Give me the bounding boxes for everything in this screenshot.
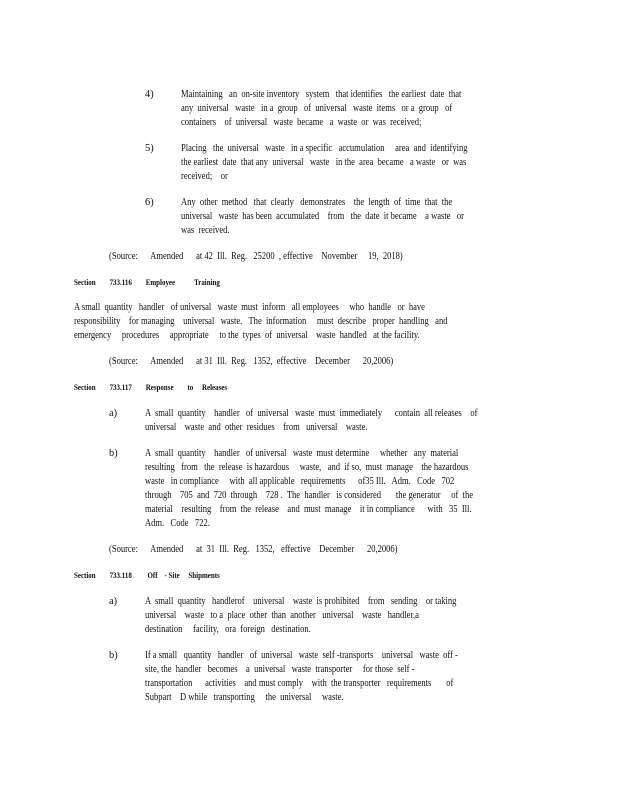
- list-item-line: containers of universal waste became a waste or was received;: [181, 117, 422, 128]
- list-item-line: was received.: [181, 225, 230, 236]
- list-item-line: waste in compliance with all applicable requirements of35 Ill. Adm. Code 702: [145, 476, 455, 487]
- list-item-line: Maintaining an on-site inventory system that identifies the earliest date that: [181, 89, 462, 100]
- source-note: (Source: Amended at 42 Ill. Reg. 25200 , effective November 19, 2018): [109, 251, 403, 262]
- list-letter: a): [109, 408, 118, 419]
- list-item-line: Placing the universal waste in a specific accumulation area and identifying: [181, 143, 468, 154]
- source-note: (Source: Amended at 31 Ill. Reg. 1352, effective December 20,2006): [109, 544, 398, 555]
- list-item-line: Any other method that clearly demonstrates the length of time that the: [181, 197, 453, 208]
- list-letter: a): [109, 596, 118, 607]
- source-note: (Source: Amended at 31 Ill. Reg. 1352, effective December 20,2006): [109, 356, 394, 367]
- list-letter: b): [109, 448, 118, 459]
- paragraph-line: responsibility for managing universal waste. The information must describe proper handling and: [74, 316, 448, 327]
- list-number: 6): [145, 197, 154, 208]
- section-heading: Section 733.118 Off - Site Shipments: [74, 571, 220, 580]
- list-item-line: If a small quantity handler of universal waste self -transports universal waste off -: [145, 650, 458, 661]
- list-item-line: universal waste to a place other than another universal waste handler,a: [145, 610, 419, 621]
- list-item-line: site, the handler becomes a universal waste transporter for those self -: [145, 664, 415, 675]
- paragraph-line: emergency procedures appropriate to the types of universal waste handled at the facility.: [74, 330, 420, 341]
- list-item-line: A small quantity handlerof universal waste is prohibited from sending or taking: [145, 596, 457, 607]
- list-item-line: universal waste has been accumulated from the date it became a waste or: [181, 211, 464, 222]
- list-item-line: through 705 and 720 through 728 . The handler is considered the generator of the: [145, 490, 474, 501]
- list-item-line: A small quantity handler of universal waste must determine whether any material: [145, 448, 459, 459]
- list-letter: b): [109, 650, 118, 661]
- list-number: 4): [145, 89, 154, 100]
- list-item-line: received; or: [181, 171, 228, 182]
- paragraph-line: A small quantity handler of universal waste must inform all employees who handle or have: [74, 302, 425, 313]
- list-item-line: the earliest date that any universal waste in the area became a waste or was: [181, 157, 467, 168]
- list-item-line: any universal waste in a group of universal waste items or a group of: [181, 103, 453, 114]
- list-item-line: transportation activities and must comply with the transporter requirements of: [145, 678, 454, 689]
- list-item-line: Subpart D while transporting the universal waste.: [145, 692, 344, 703]
- list-item-line: resulting from the release is hazardous waste, and if so, must manage the hazardous: [145, 462, 469, 473]
- list-item-line: material resulting from the release and must manage it in compliance with 35 Ill.: [145, 504, 472, 515]
- list-item-line: universal waste and other residues from universal waste.: [145, 422, 368, 433]
- list-number: 5): [145, 143, 154, 154]
- list-item-line: A small quantity handler of universal waste must immediately contain all releases of: [145, 408, 478, 419]
- section-heading: Section 733.116 Employee Training: [74, 278, 220, 287]
- section-heading: Section 733.117 Response to Releases: [74, 383, 228, 392]
- list-item-line: Adm. Code 722.: [145, 518, 210, 529]
- list-item-line: destination facility, ora foreign destination.: [145, 624, 311, 635]
